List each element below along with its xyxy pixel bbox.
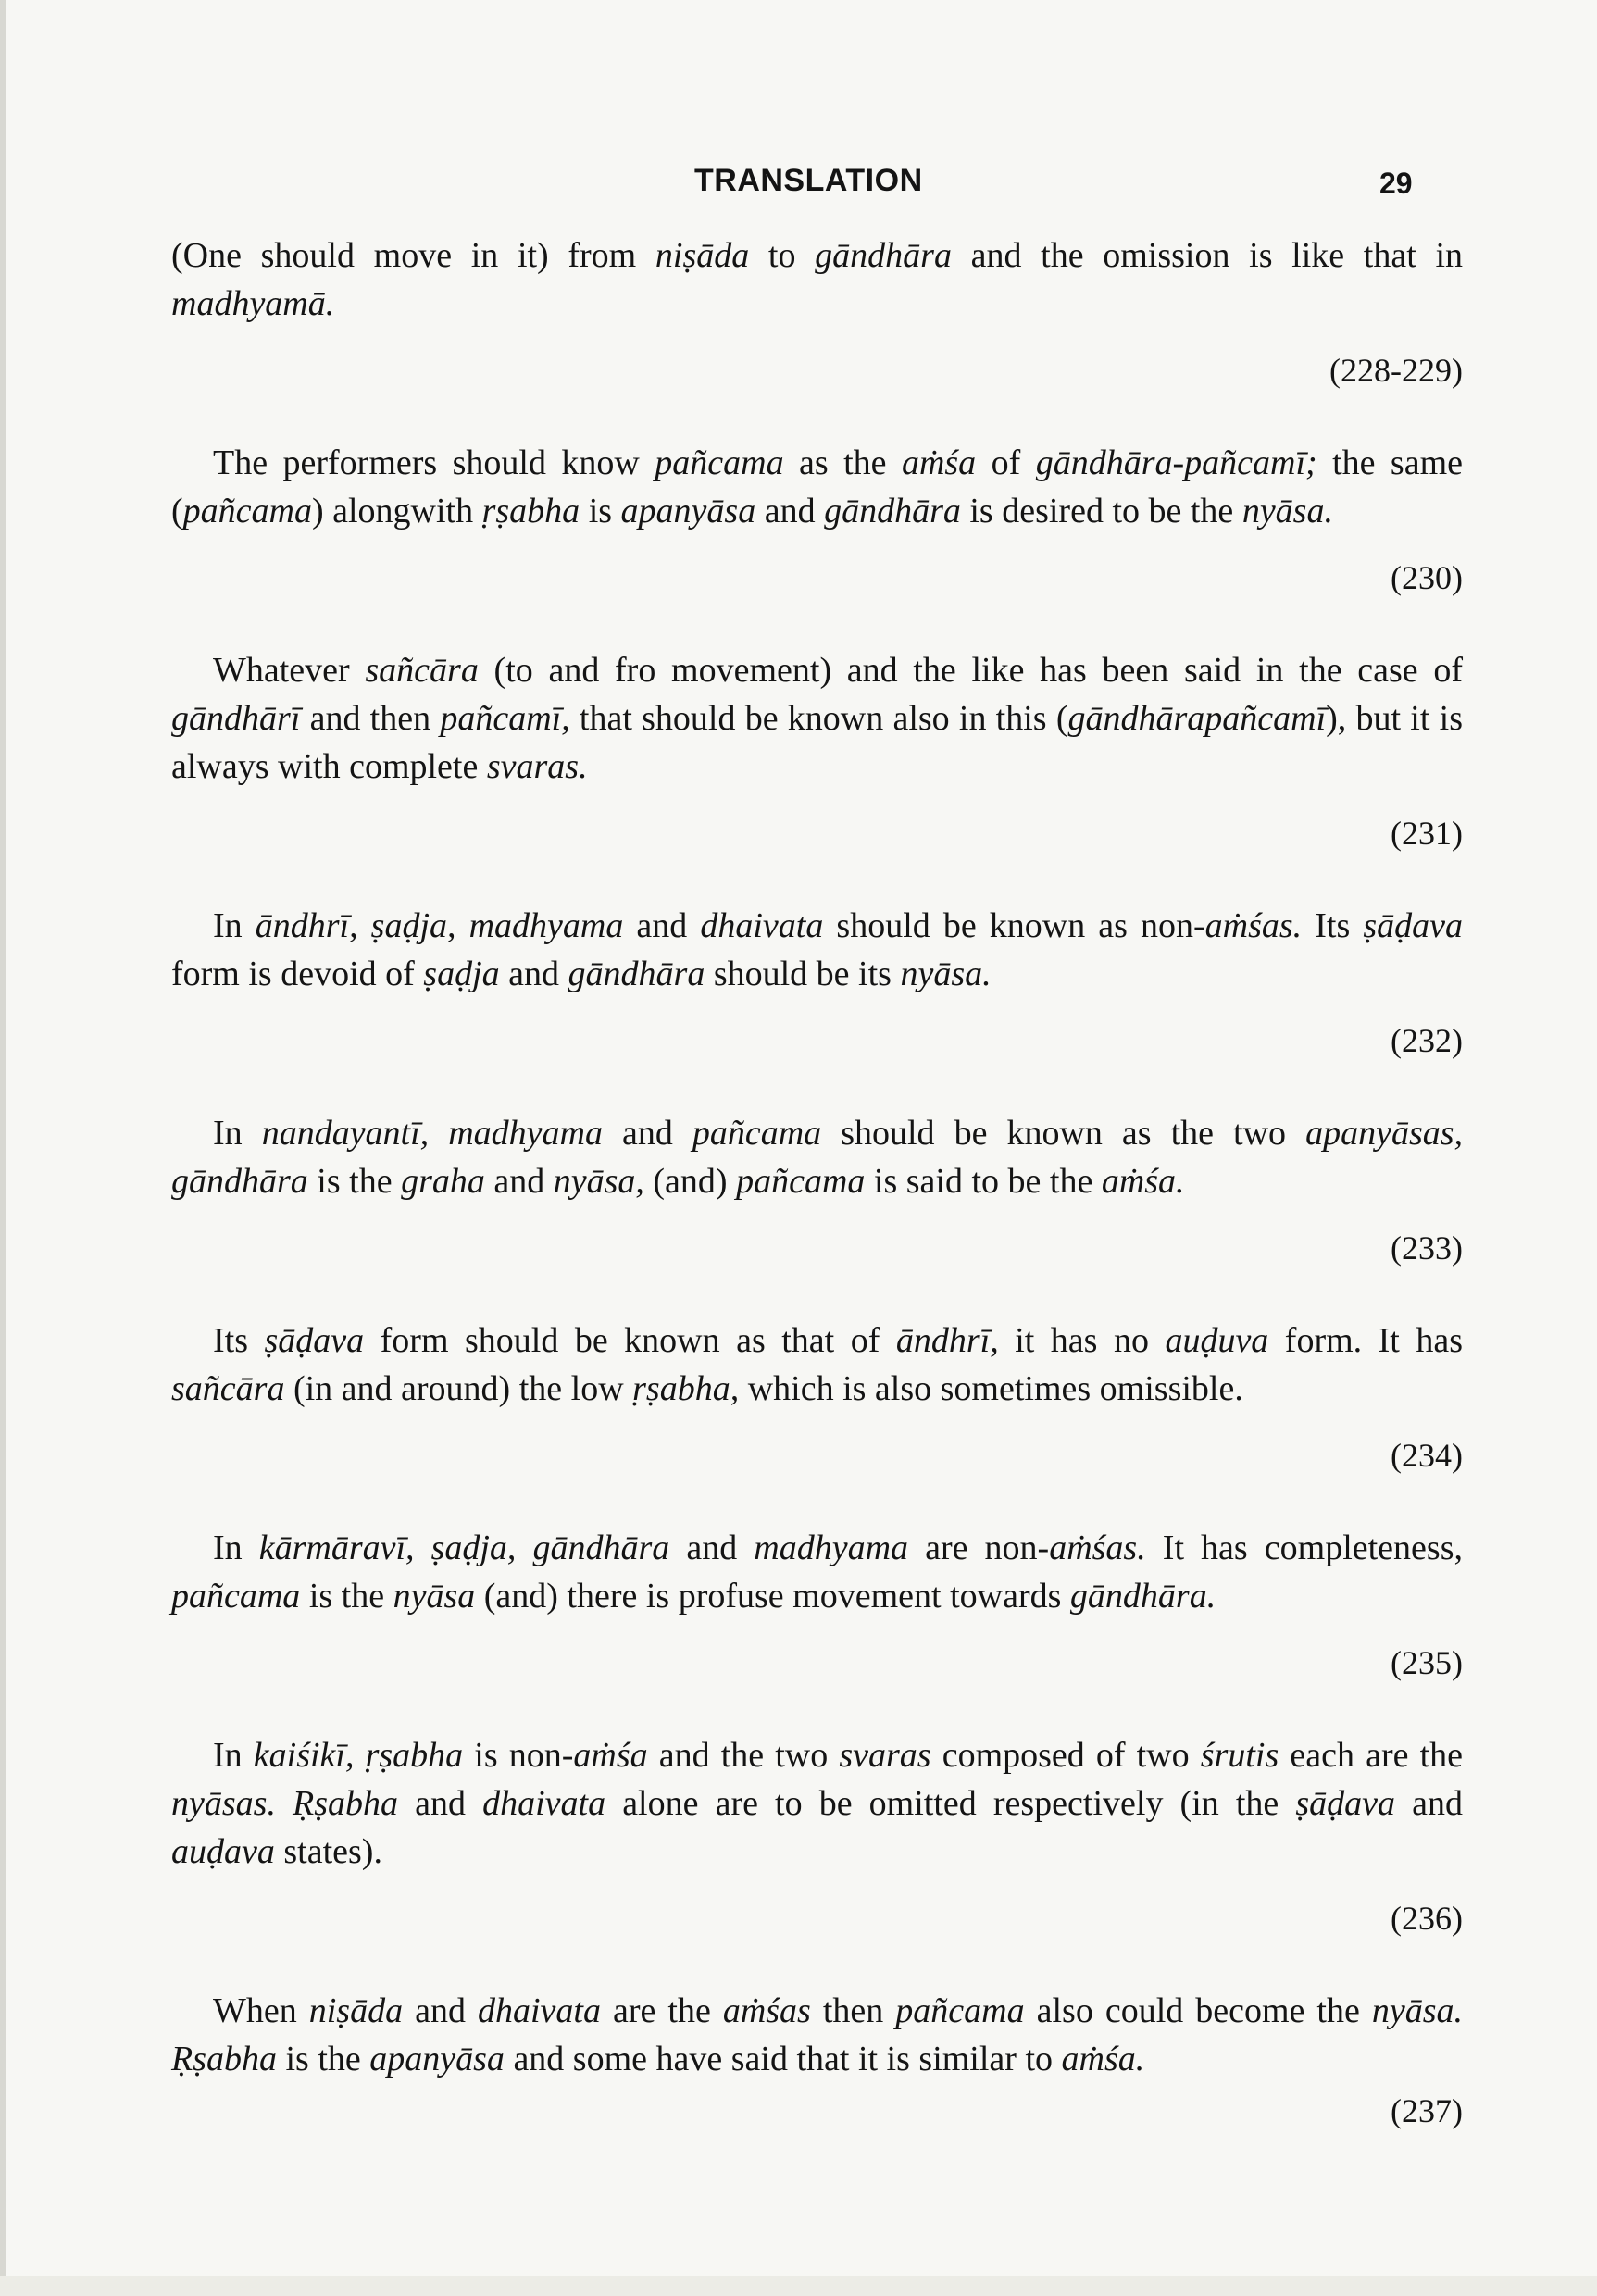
- verse-number: (235): [1391, 1644, 1463, 1681]
- verse-number: (231): [1391, 815, 1463, 852]
- italic-term: pañcama: [736, 1162, 866, 1201]
- page-number: 29: [1379, 167, 1413, 200]
- italic-term: gāndhāra: [815, 236, 952, 275]
- text-run: as the: [783, 443, 902, 482]
- verse-entry: [171, 646, 1463, 855]
- text-run: it has no: [998, 1321, 1166, 1360]
- italic-term: nyāsa: [393, 1577, 476, 1616]
- italic-term: niṣāda: [655, 236, 750, 275]
- translation-paragraph: [171, 902, 1463, 998]
- text-run: In: [213, 1736, 254, 1775]
- italic-term: gāndhārī: [171, 699, 301, 738]
- italic-term: nyāsa. Ṛṣabha: [171, 1991, 1464, 2078]
- text-run: the same (: [171, 443, 1464, 530]
- text-run: alone are to be omitted respectively (in the: [605, 1784, 1296, 1823]
- text-run: In: [213, 1529, 259, 1567]
- text-run: and the two: [647, 1736, 840, 1775]
- verse-number: (228-229): [1329, 352, 1463, 389]
- italic-term: ṛṣabha,: [632, 1369, 740, 1408]
- text-run: Its: [213, 1321, 265, 1360]
- italic-term: nyāsas. Ṛṣabha: [171, 1784, 399, 1823]
- italic-term: aṁśa.: [1061, 2040, 1145, 2078]
- italic-term: kārmāravī, ṣaḍja, gāndhāra: [258, 1529, 670, 1567]
- text-run: should be known as the two: [821, 1114, 1306, 1153]
- italic-term: dhaivata: [700, 906, 824, 945]
- text-run: composed of two: [930, 1736, 1201, 1775]
- text-run: ), but it is always with complete: [171, 699, 1463, 786]
- italic-term: graha: [401, 1162, 485, 1201]
- text-run: The performers should know: [213, 443, 655, 482]
- italic-term: āndhrī, ṣaḍja, madhyama: [255, 906, 624, 945]
- verse-number: (232): [1391, 1022, 1463, 1059]
- italic-term: dhaivata: [482, 1784, 606, 1823]
- italic-term: pañcama: [895, 1991, 1025, 2030]
- verse-entry: [171, 1731, 1463, 1940]
- italic-term: śrutis: [1200, 1736, 1279, 1775]
- text-run: should be its: [705, 955, 901, 993]
- translation-body: [171, 231, 1463, 2179]
- verse-entry: [171, 902, 1463, 1063]
- verse-entry: [171, 231, 1463, 393]
- translation-paragraph: [171, 646, 1463, 791]
- verse-entry: [171, 1524, 1463, 1685]
- italic-term: pañcama: [692, 1114, 822, 1153]
- text-run: states).: [274, 1832, 382, 1871]
- italic-term: aṁśa.: [1101, 1162, 1185, 1201]
- text-run: also could become the: [1024, 1991, 1372, 2030]
- italic-term: ṣāḍava: [1363, 906, 1463, 945]
- text-run: and: [669, 1529, 755, 1567]
- italic-term: madhyama: [754, 1529, 909, 1567]
- italic-term: pañcama: [655, 443, 784, 482]
- italic-term: sañcāra: [365, 651, 479, 690]
- text-run: It has completeness,: [1145, 1529, 1463, 1567]
- verse-number: (237): [1391, 2092, 1463, 2129]
- text-run: and: [499, 955, 568, 993]
- text-run: of: [976, 443, 1036, 482]
- text-run: are non-: [908, 1529, 1050, 1567]
- italic-term: ṣaḍja: [423, 955, 500, 993]
- italic-term: aṁśas.: [1049, 1529, 1146, 1567]
- text-run: form is devoid of: [171, 955, 424, 993]
- text-run: is the: [307, 1162, 402, 1201]
- text-run: Its: [1302, 906, 1364, 945]
- text-run: (One should move in it) from: [171, 236, 655, 275]
- running-title: TRANSLATION: [694, 163, 923, 198]
- verse-number: (236): [1391, 1900, 1463, 1937]
- text-run: is the: [277, 2040, 370, 2078]
- text-run: form. It has: [1268, 1321, 1464, 1360]
- text-run: which is also sometimes omissible.: [739, 1369, 1243, 1408]
- text-run: and some have said that it is similar to: [504, 2040, 1062, 2078]
- text-run: and: [403, 1991, 478, 2030]
- text-run: (and) there is profuse movement towards: [475, 1577, 1070, 1616]
- verse-number: (230): [1391, 559, 1463, 596]
- text-run: and: [484, 1162, 554, 1201]
- text-run: (in and around) the low: [284, 1369, 633, 1408]
- italic-term: ṣāḍava: [264, 1321, 365, 1360]
- text-run: When: [213, 1991, 309, 2030]
- italic-term: svaras: [839, 1736, 931, 1775]
- text-run: is said to be the: [865, 1162, 1102, 1201]
- italic-term: āndhrī,: [895, 1321, 999, 1360]
- italic-term: pañcama: [171, 1577, 301, 1616]
- italic-term: pañcamī,: [440, 699, 570, 738]
- italic-term: gāndhāra: [824, 492, 961, 530]
- italic-term: apanyāsa: [620, 492, 756, 530]
- italic-term: apanyāsas, gāndhāra: [171, 1114, 1464, 1201]
- italic-term: dhaivata: [478, 1991, 601, 2030]
- text-run: is the: [300, 1577, 393, 1616]
- verse-entry: [171, 1987, 1463, 2133]
- text-run: are the: [600, 1991, 723, 2030]
- italic-term: aṁśas.: [1204, 906, 1303, 945]
- verse-entry: [171, 439, 1463, 600]
- verse-number: (233): [1391, 1229, 1463, 1267]
- text-run: (and): [643, 1162, 737, 1201]
- italic-term: kaiśikī, ṛṣabha: [253, 1736, 464, 1775]
- text-run: (to and fro movement) and the like has been said in the case of: [478, 651, 1463, 690]
- verse-entry: [171, 1316, 1463, 1478]
- italic-term: auḍuva: [1165, 1321, 1269, 1360]
- italic-term: ṛṣabha: [481, 492, 580, 530]
- translation-paragraph: [171, 1731, 1463, 1876]
- text-run: In: [213, 906, 256, 945]
- italic-term: nyāsa.: [900, 955, 992, 993]
- italic-term: nyāsa.: [1241, 492, 1333, 530]
- text-run: that should be known also in this (: [569, 699, 1068, 738]
- text-run: and: [623, 906, 701, 945]
- text-run: to: [749, 236, 816, 275]
- scan-bottom-edge: [0, 2276, 1597, 2296]
- text-run: each are the: [1279, 1736, 1464, 1775]
- italic-term: sañcāra: [171, 1369, 285, 1408]
- italic-term: aṁśa: [901, 443, 977, 482]
- italic-term: aṁśas: [722, 1991, 811, 2030]
- text-run: In: [213, 1114, 262, 1153]
- italic-term: niṣāda: [308, 1991, 404, 2030]
- italic-term: gāndhāra-pañcamī;: [1035, 443, 1317, 482]
- text-run: is non-: [463, 1736, 574, 1775]
- text-run: is desired to be the: [960, 492, 1242, 530]
- translation-paragraph: [171, 1524, 1463, 1620]
- text-run: Whatever: [213, 651, 366, 690]
- text-run: and: [398, 1784, 483, 1823]
- translation-paragraph: [171, 231, 1463, 328]
- text-run: then: [810, 1991, 896, 2030]
- italic-term: nandayantī, madhyama: [261, 1114, 603, 1153]
- italic-term: nyāsa,: [553, 1162, 644, 1201]
- text-run: and: [602, 1114, 692, 1153]
- verse-number: (234): [1391, 1437, 1463, 1474]
- italic-term: gāndhārapañcamī: [1067, 699, 1327, 738]
- italic-term: pañcama: [182, 492, 312, 530]
- italic-term: aṁśa: [573, 1736, 648, 1775]
- text-run: form should be known as that of: [364, 1321, 896, 1360]
- text-run: is: [580, 492, 621, 530]
- text-run: and then: [300, 699, 441, 738]
- page-edge: [0, 0, 6, 2296]
- italic-term: gāndhāra.: [1069, 1577, 1216, 1616]
- italic-term: auḍava: [171, 1832, 275, 1871]
- italic-term: gāndhāra: [568, 955, 705, 993]
- italic-term: apanyāsa: [369, 2040, 505, 2078]
- text-run: should be known as non-: [823, 906, 1205, 945]
- translation-paragraph: [171, 439, 1463, 535]
- italic-term: madhyamā.: [171, 284, 335, 323]
- translation-paragraph: [171, 1987, 1463, 2083]
- text-run: and: [755, 492, 825, 530]
- text-run: and the omission is like that in: [951, 236, 1463, 275]
- running-header: [0, 157, 1597, 204]
- italic-term: ṣāḍava: [1295, 1784, 1396, 1823]
- italic-term: svaras.: [486, 747, 588, 786]
- text-run: and: [1395, 1784, 1463, 1823]
- translation-paragraph: [171, 1316, 1463, 1413]
- text-run: ) alongwith: [311, 492, 482, 530]
- verse-entry: [171, 1109, 1463, 1270]
- translation-paragraph: [171, 1109, 1463, 1205]
